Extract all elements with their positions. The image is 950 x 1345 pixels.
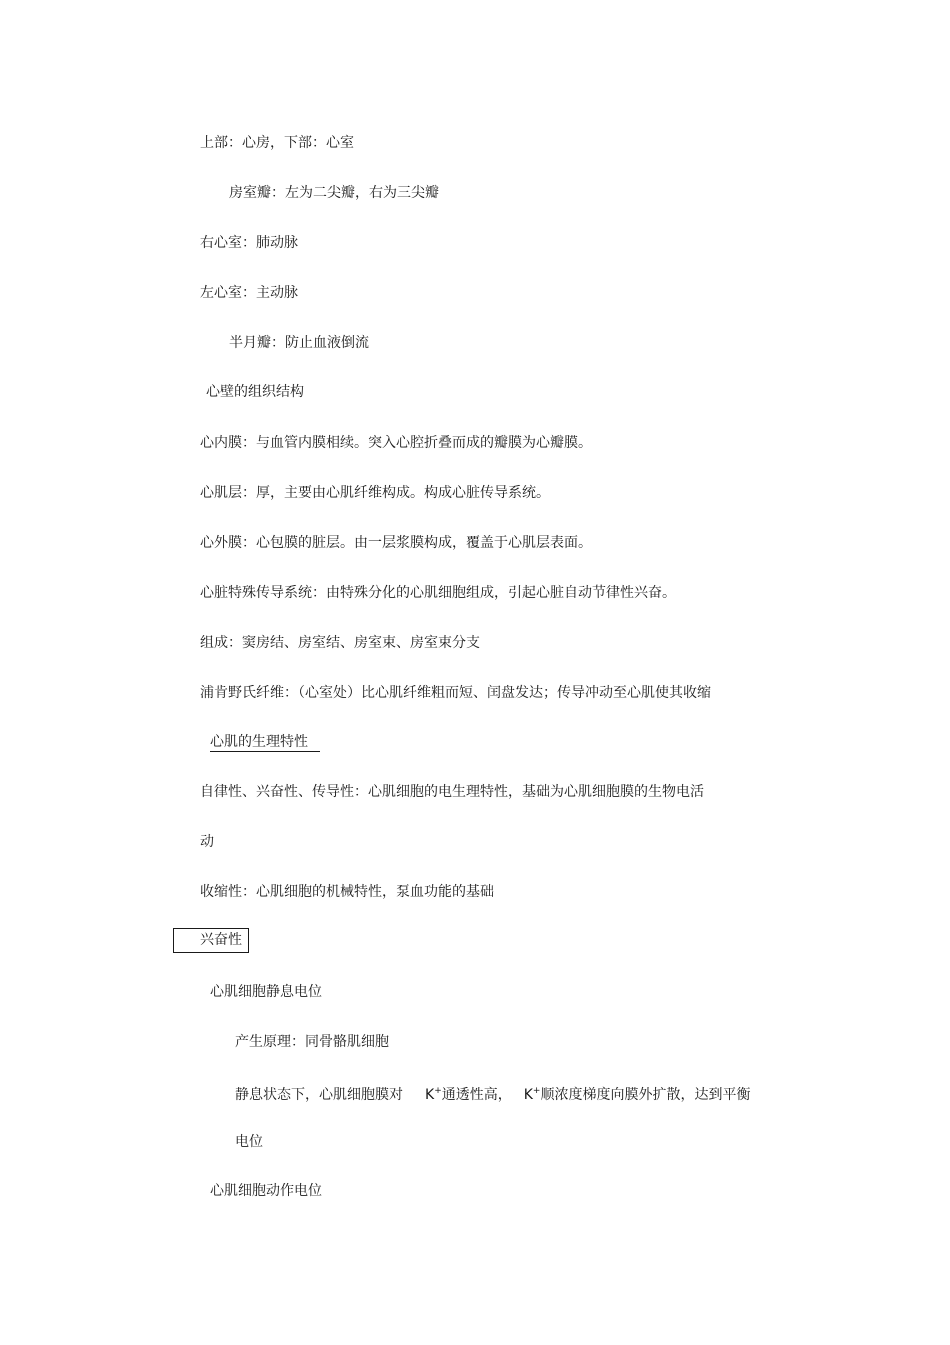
text-line-electrophysiology: 自律性、兴奋性、传导性：心肌细胞的电生理特性，基础为心肌细胞膜的生物电活 bbox=[200, 784, 704, 800]
text-fragment-2: 通透性高， bbox=[441, 1087, 512, 1103]
text-fragment-1: 静息状态下，心肌细胞膜对 bbox=[235, 1087, 403, 1103]
potassium-symbol-1: K bbox=[425, 1087, 435, 1103]
potassium-charge-1: + bbox=[434, 1086, 442, 1096]
text-line-resting-state bbox=[235, 1082, 750, 1104]
section-heading-cardiac-properties: 心肌的生理特性 bbox=[210, 733, 320, 752]
text-line-epicardium: 心外膜：心包膜的脏层。由一层浆膜构成，覆盖于心肌层表面。 bbox=[200, 535, 592, 551]
potassium-charge-2: + bbox=[532, 1086, 541, 1096]
text-fragment-3: 顺浓度梯度向膜外扩散，达到平衡 bbox=[540, 1087, 751, 1103]
potassium-symbol-2: K bbox=[523, 1087, 533, 1103]
text-line-right-ventricle: 右心室：肺动脉 bbox=[200, 235, 298, 251]
text-line-myocardium: 心肌层：厚，主要由心肌纤维构成。构成心脏传导系统。 bbox=[200, 485, 550, 501]
text-line-endocardium: 心内膜：与血管内膜相续。突入心腔折叠而成的瓣膜为心瓣膜。 bbox=[200, 435, 592, 451]
text-line-left-ventricle: 左心室：主动脉 bbox=[200, 285, 298, 301]
text-line-resting-state-cont: 电位 bbox=[235, 1134, 263, 1150]
text-line-heart-chambers: 上部：心房，下部：心室 bbox=[200, 135, 354, 151]
boxed-heading-excitability: 兴奋性 bbox=[173, 928, 249, 953]
subheading-action-potential: 心肌细胞动作电位 bbox=[210, 1183, 322, 1199]
subheading-resting-potential: 心肌细胞静息电位 bbox=[210, 984, 322, 1000]
text-line-av-valves: 房室瓣：左为二尖瓣，右为三尖瓣 bbox=[229, 185, 439, 201]
text-line-semilunar-valves: 半月瓣：防止血液倒流 bbox=[229, 335, 369, 351]
text-line-mechanism: 产生原理：同骨骼肌细胞 bbox=[235, 1034, 389, 1050]
section-heading-heart-wall: 心壁的组织结构 bbox=[206, 384, 304, 400]
text-line-purkinje-fibers: 浦肯野氏纤维：（心室处）比心肌纤维粗而短、闰盘发达；传导冲动至心肌使其收缩 bbox=[200, 685, 711, 701]
text-line-composition: 组成：窦房结、房室结、房室束、房室束分支 bbox=[200, 635, 480, 651]
text-line-conduction-system: 心脏特殊传导系统：由特殊分化的心肌细胞组成，引起心脏自动节律性兴奋。 bbox=[200, 585, 676, 601]
text-line-contractility: 收缩性：心肌细胞的机械特性，泵血功能的基础 bbox=[200, 884, 494, 900]
text-line-electrophysiology-cont: 动 bbox=[200, 834, 214, 850]
